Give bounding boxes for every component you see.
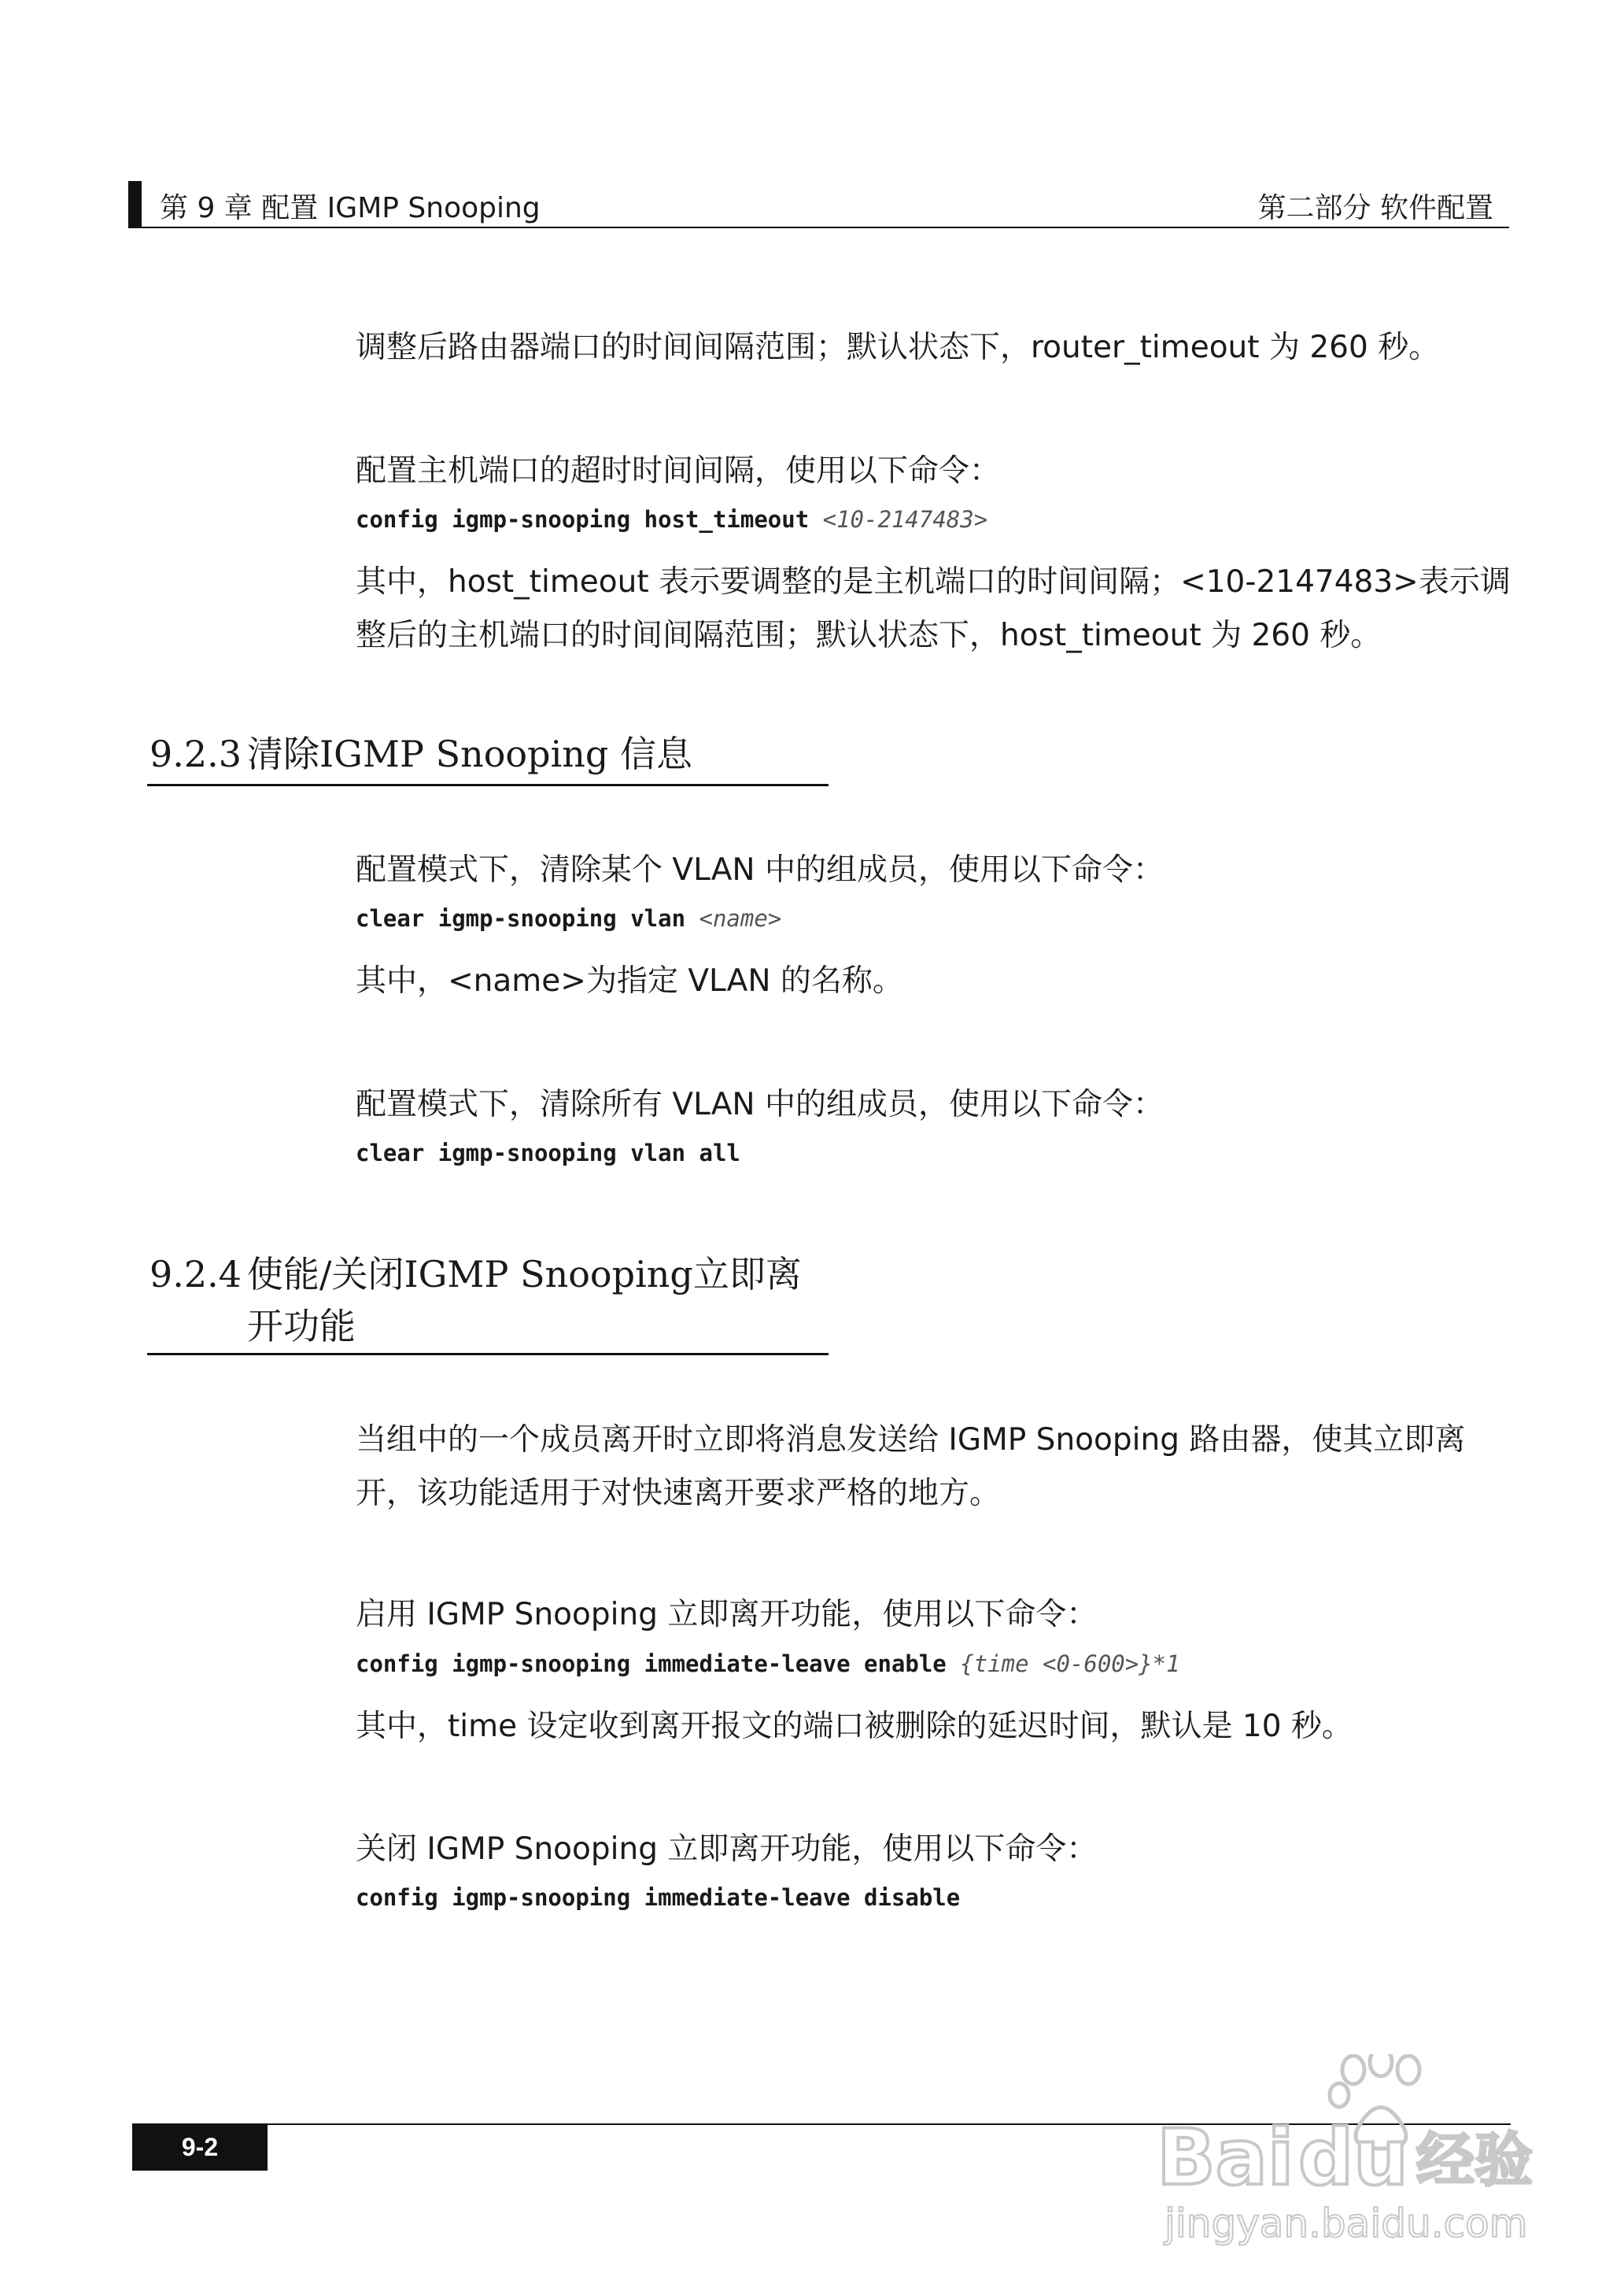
section-number: 9.2.3 — [149, 733, 242, 775]
chapter-title: 第 9 章 配置 IGMP Snooping — [160, 192, 541, 224]
part-title: 第二部分 软件配置 — [1257, 192, 1493, 224]
section-title: 清除IGMP Snooping 信息 — [247, 733, 692, 775]
svg-text:du: du — [1298, 2113, 1408, 2203]
host-timeout-intro: 配置主机端口的超时时间间隔，使用以下命令： — [356, 453, 1001, 489]
disable-intro: 关闭 IGMP Snooping 立即离开功能，使用以下命令： — [356, 1831, 1098, 1867]
section-9-2-3-heading — [149, 728, 692, 780]
command-argument: <name> — [699, 905, 782, 932]
command-keyword: config igmp-snooping immediate-leave disable — [356, 1884, 961, 1911]
router-timeout-paragraph: 调整后路由器端口的时间间隔范围；默认状态下，router_timeout 为 260 秒。 — [356, 330, 1440, 365]
header-rule — [142, 227, 1509, 228]
section-9-2-4-rule — [147, 1353, 829, 1355]
section-9-2-4-heading — [149, 1248, 802, 1352]
section-title-line1: 使能/关闭IGMP Snooping立即离 — [247, 1253, 802, 1295]
baidu-jingyan-watermark — [1157, 2054, 1534, 2251]
command-keyword: clear igmp-snooping vlan all — [356, 1140, 740, 1166]
clear-all-command — [356, 1137, 740, 1169]
command-keyword: config igmp-snooping host_timeout — [356, 506, 810, 533]
command-keyword: clear igmp-snooping vlan — [356, 905, 686, 932]
command-keyword: config igmp-snooping immediate-leave enable — [356, 1650, 947, 1677]
command-argument: {time <0-600>}*1 — [960, 1650, 1180, 1677]
enable-command — [356, 1648, 1180, 1680]
host-timeout-command — [356, 504, 987, 535]
enable-intro: 启用 IGMP Snooping 立即离开功能，使用以下命令： — [356, 1597, 1098, 1632]
clear-all-intro: 配置模式下，清除所有 VLAN 中的组成员，使用以下命令： — [356, 1087, 1164, 1122]
header-bar — [128, 181, 142, 228]
section-number: 9.2.4 — [149, 1253, 242, 1295]
section-title-line2: 开功能 — [247, 1305, 356, 1347]
enable-description: 其中，time 设定收到离开报文的端口被删除的延迟时间，默认是 10 秒。 — [356, 1709, 1353, 1744]
host-timeout-description: 其中，host_timeout 表示要调整的是主机端口的时间间隔；<10-2147483>表示调整后的主机端口的时间间隔范围；默认状态下，host_timeout 为 260 秒。 — [356, 564, 1511, 653]
clear-vlan-intro: 配置模式下，清除某个 VLAN 中的组成员，使用以下命令： — [356, 852, 1164, 888]
disable-command — [356, 1882, 960, 1913]
clear-vlan-description: 其中，<name>为指定 VLAN 的名称。 — [356, 963, 903, 999]
clear-vlan-command — [356, 903, 781, 934]
svg-text:jingyan.baidu.com: jingyan.baidu.com — [1164, 2201, 1528, 2246]
svg-text:Bai: Bai — [1157, 2113, 1294, 2203]
command-argument: <10-2147483> — [822, 506, 988, 533]
immediate-leave-description: 当组中的一个成员离开时立即将消息发送给 IGMP Snooping 路由器，使其立即离开，该功能适用于对快速离开要求严格的地方。 — [356, 1422, 1466, 1511]
section-9-2-3-rule — [147, 784, 829, 786]
page-number: 9-2 — [132, 2123, 268, 2171]
svg-text:经验: 经验 — [1416, 2127, 1533, 2194]
